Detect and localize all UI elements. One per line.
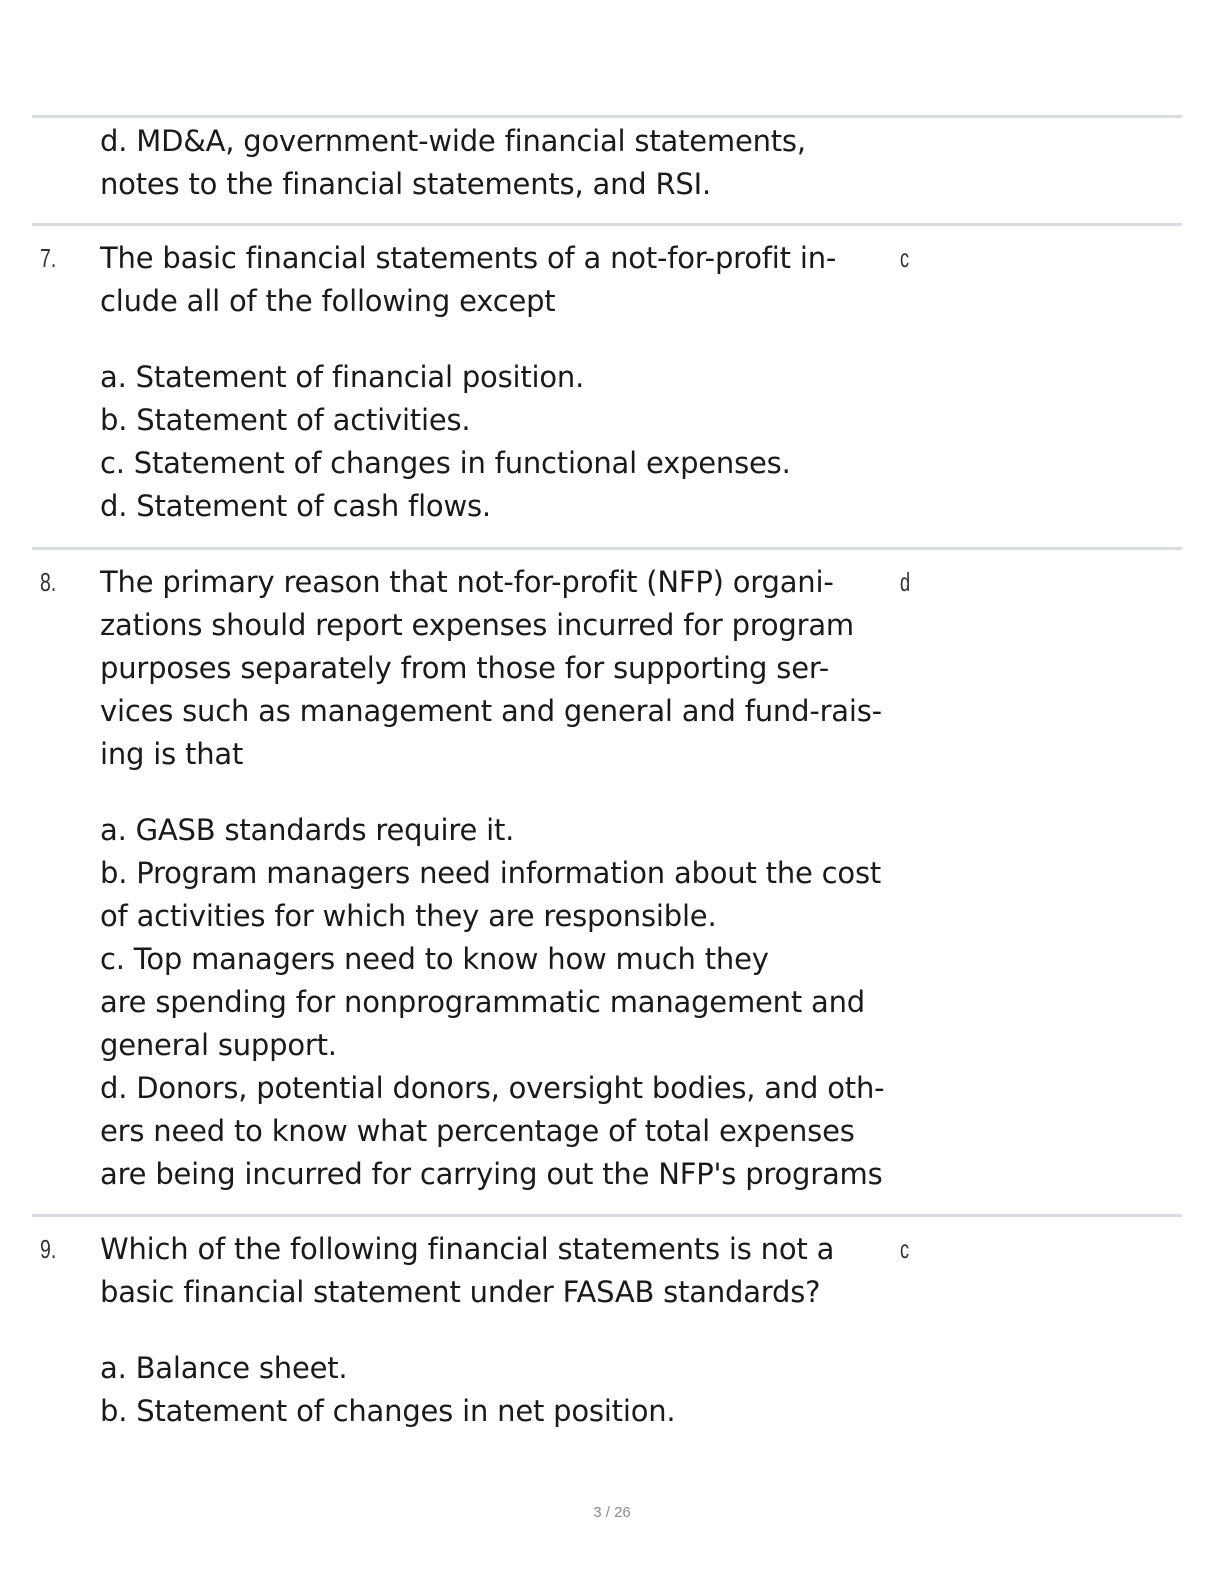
option-line: b. Program managers need information about the cost [100,856,882,890]
answer-key: c [900,243,910,273]
answer-options [100,356,900,528]
option-line: ers need to know what percentage of total expenses [100,1114,855,1148]
stem-line: purposes separately from those for supporting ser- [100,651,829,685]
row-divider [32,547,1182,550]
option-line: general support. [100,1028,337,1062]
stem-line: clude all of the following except [100,284,556,318]
page-indicator: 3 / 26 [593,1504,631,1521]
stem-line: vices such as management and general and fund-rais- [100,694,882,728]
option-line: a. Balance sheet. [100,1351,348,1385]
option-line: of activities for which they are responsible. [100,899,717,933]
question-number: 7. [40,243,57,273]
option-line: notes to the financial statements, and RSI. [100,167,712,201]
question-number: 9. [40,1234,57,1264]
option-line: a. GASB standards require it. [100,813,515,847]
stem-line: The primary reason that not-for-profit (NFP) organi- [100,565,834,599]
row-divider [32,115,1182,118]
option-line: d. MD&A, government-wide financial statements, [100,124,806,158]
question-text [100,237,900,528]
answer-options [100,809,900,1196]
stem-line: The basic financial statements of a not-for-profit in- [100,241,837,275]
option-line: a. Statement of financial position. [100,360,585,394]
stem-line: Which of the following financial statements is not a [100,1232,835,1266]
option-line: d. Statement of cash flows. [100,489,491,523]
question-text [100,561,900,1196]
row-divider [32,223,1182,226]
question-text [100,1228,900,1433]
option-line: b. Statement of activities. [100,403,471,437]
row-divider [32,1214,1182,1217]
option-line: b. Statement of changes in net position. [100,1394,676,1428]
stem-line: basic financial statement under FASAB standards? [100,1275,821,1309]
option-line: are being incurred for carrying out the NFP's programs [100,1157,883,1191]
answer-options [100,1347,900,1433]
option-line: d. Donors, potential donors, oversight bodies, and oth- [100,1071,885,1105]
option-line: c. Top managers need to know how much they [100,942,769,976]
answer-key: c [900,1234,910,1264]
stem-line: zations should report expenses incurred for program [100,608,854,642]
option-line: c. Statement of changes in functional expenses. [100,446,791,480]
stem-line: ing is that [100,737,244,771]
answer-key: d [900,567,911,597]
question-number: 8. [40,567,57,597]
continuation-text [100,120,900,206]
option-line: are spending for nonprogrammatic management and [100,985,865,1019]
